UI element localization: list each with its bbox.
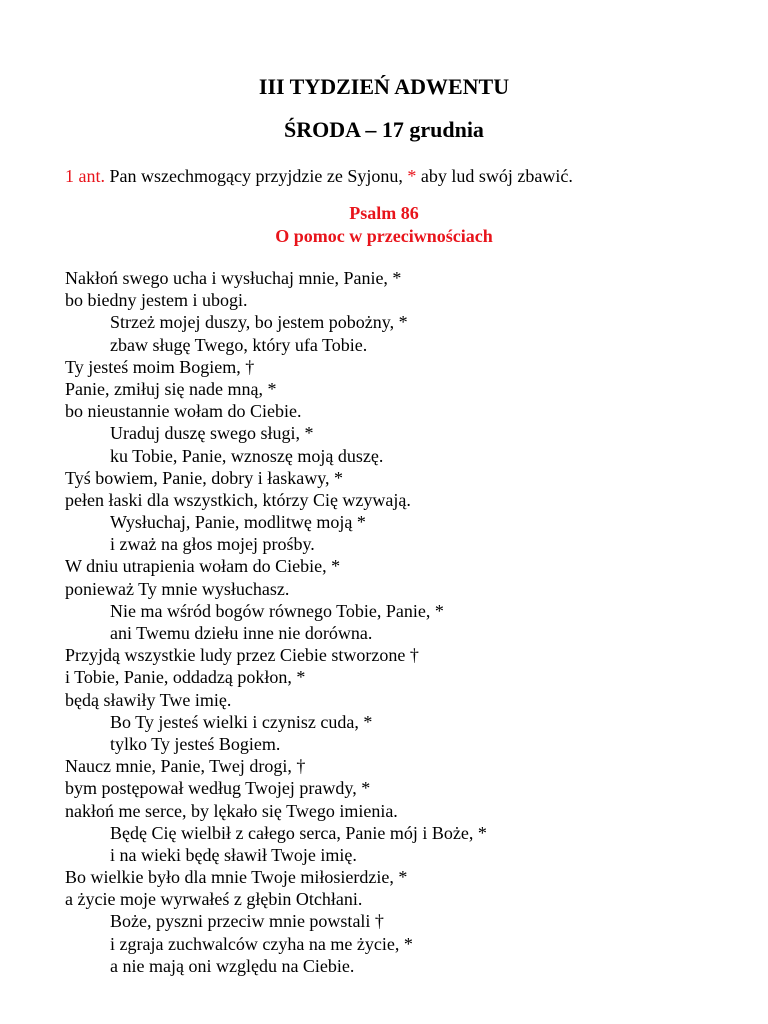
psalm-verse-line: zbaw sługę Twego, który ufa Tobie. (110, 334, 368, 355)
psalm-verse-line: Strzeż mojej duszy, bo jestem pobożny, * (110, 312, 408, 333)
psalm-verse-line: nakłoń me serce, by lękało się Twego imienia. (65, 800, 398, 821)
psalm-verse-line: Boże, pyszni przeciw mnie powstali † (110, 911, 384, 932)
psalm-verse-line: bym postępował według Twojej prawdy, * (65, 778, 371, 799)
antiphon-label: 1 ant. (65, 166, 105, 186)
psalm-verse-line: i Tobie, Panie, oddadzą pokłon, * (65, 667, 306, 688)
psalm-verse-line: Wysłuchaj, Panie, modlitwę moją * (110, 512, 366, 533)
antiphon-line (65, 164, 573, 188)
psalm-verse-line: Panie, zmiłuj się nade mną, * (65, 378, 277, 399)
psalm-verse-line: ani Twemu dziełu inne nie dorówna. (110, 623, 373, 643)
psalm-verse-line: Będę Cię wielbił z całego serca, Panie mój i Boże, * (110, 822, 487, 843)
psalm-verse-line: tylko Ty jesteś Bogiem. (110, 733, 281, 754)
psalm-verse-line: bo nieustannie wołam do Ciebie. (65, 401, 302, 422)
psalm-verses (65, 267, 487, 977)
page-title: III TYDZIEŃ ADWENTU (258, 74, 510, 99)
antiphon-asterisk: * (407, 166, 417, 186)
psalm-verse-line: W dniu utrapienia wołam do Ciebie, * (65, 556, 341, 577)
psalm-verse-line: ponieważ Ty mnie wysłuchasz. (65, 578, 290, 599)
psalm-verse-line: i zgraja zuchwalców czyha na me życie, * (110, 933, 413, 954)
psalm-verse-line: Ty jesteś moim Bogiem, † (65, 356, 255, 377)
psalm-verse-line: bo biedny jestem i ubogi. (65, 290, 248, 311)
psalm-verse-line: i zważ na głos mojej prośby. (110, 534, 315, 555)
psalm-verse-line: a życie moje wyrwałeś z głębin Otchłani. (65, 889, 363, 910)
antiphon-text-before: Pan wszechmogący przyjdzie ze Syjonu, (105, 166, 408, 186)
antiphon-text-after: aby lud swój zbawić. (416, 166, 573, 186)
psalm-verse-line: a nie mają oni względu na Ciebie. (110, 955, 355, 976)
psalm-verse-line: Tyś bowiem, Panie, dobry i łaskawy, * (65, 467, 344, 488)
psalm-verse-line: Bo Ty jesteś wielki i czynisz cuda, * (110, 711, 373, 732)
psalm-verse-line: Uraduj duszę swego sługi, * (110, 423, 314, 444)
page-subtitle: ŚRODA – 17 grudnia (284, 117, 484, 142)
psalm-verse-line: Nie ma wśród bogów równego Tobie, Panie, * (110, 600, 444, 621)
psalm-verse-line: pełen łaski dla wszystkich, którzy Cię wzywają. (65, 489, 411, 510)
psalm-title: O pomoc w przeciwnościach (275, 226, 493, 246)
psalm-verse-line: i na wieki będę sławił Twoje imię. (110, 844, 357, 865)
psalm-verse-line: Naucz mnie, Panie, Twej drogi, † (65, 756, 306, 777)
psalm-verse-line: ku Tobie, Panie, wznoszę moją duszę. (110, 445, 384, 466)
psalm-number: Psalm 86 (349, 203, 419, 223)
psalm-verse-line: będą sławiły Twe imię. (65, 689, 232, 710)
psalm-verse-line: Bo wielkie było dla mnie Twoje miłosierdzie, * (65, 867, 408, 888)
psalm-verse-line: Przyjdą wszystkie ludy przez Ciebie stworzone † (65, 645, 419, 666)
psalm-verse-line: Nakłoń swego ucha i wysłuchaj mnie, Panie, * (65, 268, 402, 288)
